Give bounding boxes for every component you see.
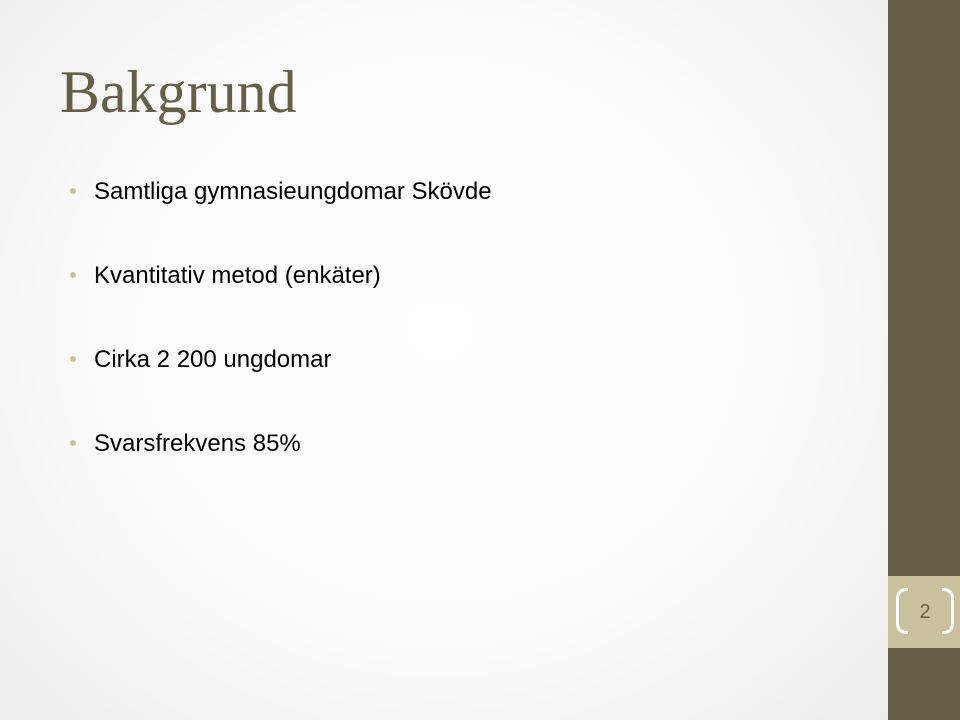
bullet-dot-icon: [70, 440, 76, 446]
right-brace-icon: [942, 588, 954, 634]
bullet-dot-icon: [70, 272, 76, 278]
bullet-text: Cirka 2 200 ungdomar: [94, 346, 332, 373]
slide-title: Bakgrund: [60, 59, 297, 125]
bullet-dot-icon: [70, 188, 76, 194]
bullet-text: Svarsfrekvens 85%: [94, 430, 301, 457]
bullet-dot-icon: [70, 356, 76, 362]
bullet-text: Samtliga gymnasieungdomar Skövde: [94, 178, 492, 205]
page-number-frame: [896, 588, 954, 636]
bullet-text: Kvantitativ metod (enkäter): [94, 262, 381, 289]
page-number: 2: [919, 601, 931, 623]
